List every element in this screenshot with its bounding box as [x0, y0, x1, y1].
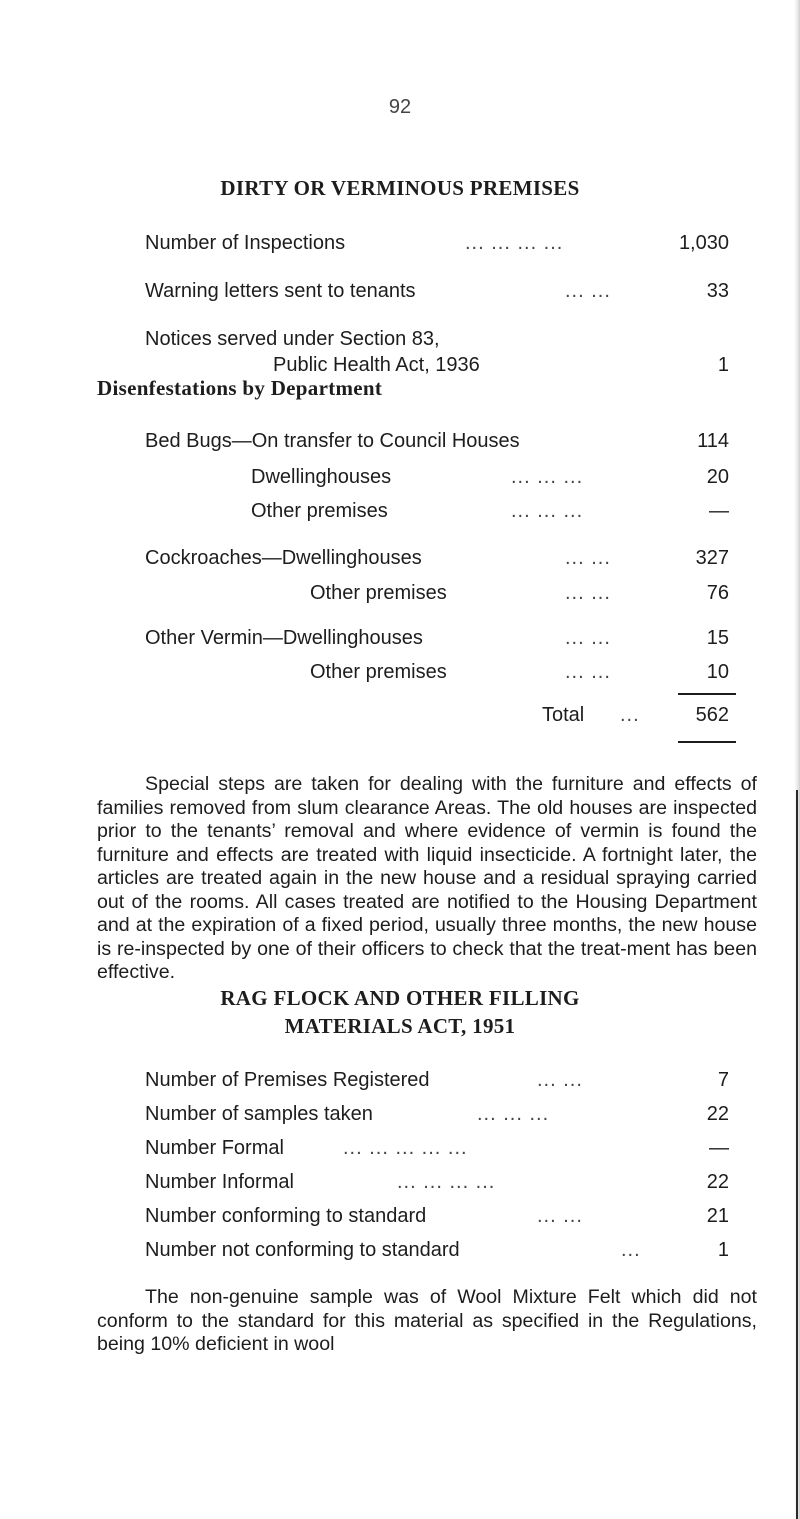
- leader-dots: ... ... ...: [511, 500, 584, 522]
- row-label: Number of Inspections: [145, 232, 346, 254]
- row-label: Number of samples taken: [145, 1103, 373, 1125]
- row-label: Notices served under Section 83,: [145, 328, 440, 350]
- row-label: Number Informal: [145, 1171, 294, 1193]
- row-value: 10: [706, 661, 729, 683]
- total-label: Total: [542, 704, 585, 726]
- leader-dots: ... ...: [565, 582, 611, 604]
- row-label: Public Health Act, 1936: [273, 354, 480, 376]
- total-rule-top: [678, 693, 736, 695]
- leader-dots: ... ... ... ...: [397, 1171, 496, 1193]
- row-value: 15: [706, 627, 729, 649]
- section-title-disenfestations: Disenfestations by Department: [97, 376, 383, 400]
- body-paragraph-wool-sample: The non-genuine sample was of Wool Mixture Felt which did not conform to the standard for this material as specified in the Regulations, being 10% deficient in wool: [97, 1286, 757, 1355]
- row-label: Warning letters sent to tenants: [145, 280, 416, 302]
- leader-dots: ... ...: [565, 627, 611, 649]
- row-label: Other premises: [251, 500, 388, 522]
- section-title-rag-flock-line2: MATERIALS ACT, 1951: [284, 1014, 516, 1038]
- row-value: —: [709, 500, 729, 522]
- leader-dots: ...: [620, 704, 640, 726]
- leader-dots: ... ... ... ...: [465, 232, 564, 254]
- row-label: Other Vermin—Dwellinghouses: [145, 627, 423, 649]
- leader-dots: ... ... ...: [477, 1103, 550, 1125]
- row-value: 327: [695, 547, 729, 569]
- row-label: Dwellinghouses: [251, 466, 392, 488]
- row-value: 33: [706, 280, 729, 302]
- total-rule-bottom: [678, 741, 736, 743]
- row-value: 21: [706, 1205, 729, 1227]
- leader-dots: ... ...: [565, 280, 611, 302]
- row-value: 20: [706, 466, 729, 488]
- page-edge-line: [796, 790, 798, 1519]
- section-title-rag-flock-line1: RAG FLOCK AND OTHER FILLING: [220, 986, 580, 1010]
- row-value: 76: [706, 582, 729, 604]
- leader-dots: ... ... ... ... ...: [343, 1137, 468, 1159]
- row-label: Number not conforming to standard: [145, 1239, 460, 1261]
- row-label: Bed Bugs—On transfer to Council Houses: [145, 430, 520, 452]
- page-number: 92: [388, 96, 412, 118]
- row-value: 1,030: [678, 232, 729, 254]
- row-value: 22: [706, 1103, 729, 1125]
- row-label: Other premises: [310, 661, 447, 683]
- body-paragraph-slum-clearance: Special steps are taken for dealing with the furniture and effects of families removed from slum clearance Areas. The old houses are inspected prior to the tenants’ removal and where evidence of vermin is found the furniture and effects are treated with liquid insecticide. A fortnight later, the articles are treated again in the new house and a residual spraying carried out of the rooms. All cases treated are notified to the Housing Department and at the expiration of a fixed period, usually three months, the new house is re-inspected by one of their officers to check that the treat-ment has been effective.: [97, 773, 757, 983]
- leader-dots: ... ...: [565, 547, 611, 569]
- row-value: 7: [717, 1069, 729, 1091]
- row-label: Cockroaches—Dwellinghouses: [145, 547, 422, 569]
- row-value: 1: [717, 1239, 729, 1261]
- leader-dots: ... ...: [537, 1205, 583, 1227]
- row-label: Other premises: [310, 582, 447, 604]
- row-label: Number of Premises Registered: [145, 1069, 430, 1091]
- row-value: 22: [706, 1171, 729, 1193]
- leader-dots: ... ...: [565, 661, 611, 683]
- row-value: 1: [717, 354, 729, 376]
- leader-dots: ...: [621, 1239, 641, 1261]
- row-label: Number Formal: [145, 1137, 284, 1159]
- row-value: —: [709, 1137, 729, 1159]
- total-value: 562: [695, 704, 729, 726]
- leader-dots: ... ... ...: [511, 466, 584, 488]
- row-label: Number conforming to standard: [145, 1205, 427, 1227]
- leader-dots: ... ...: [537, 1069, 583, 1091]
- section-title-dirty-premises: DIRTY OR VERMINOUS PREMISES: [220, 176, 580, 200]
- row-value: 114: [697, 430, 729, 452]
